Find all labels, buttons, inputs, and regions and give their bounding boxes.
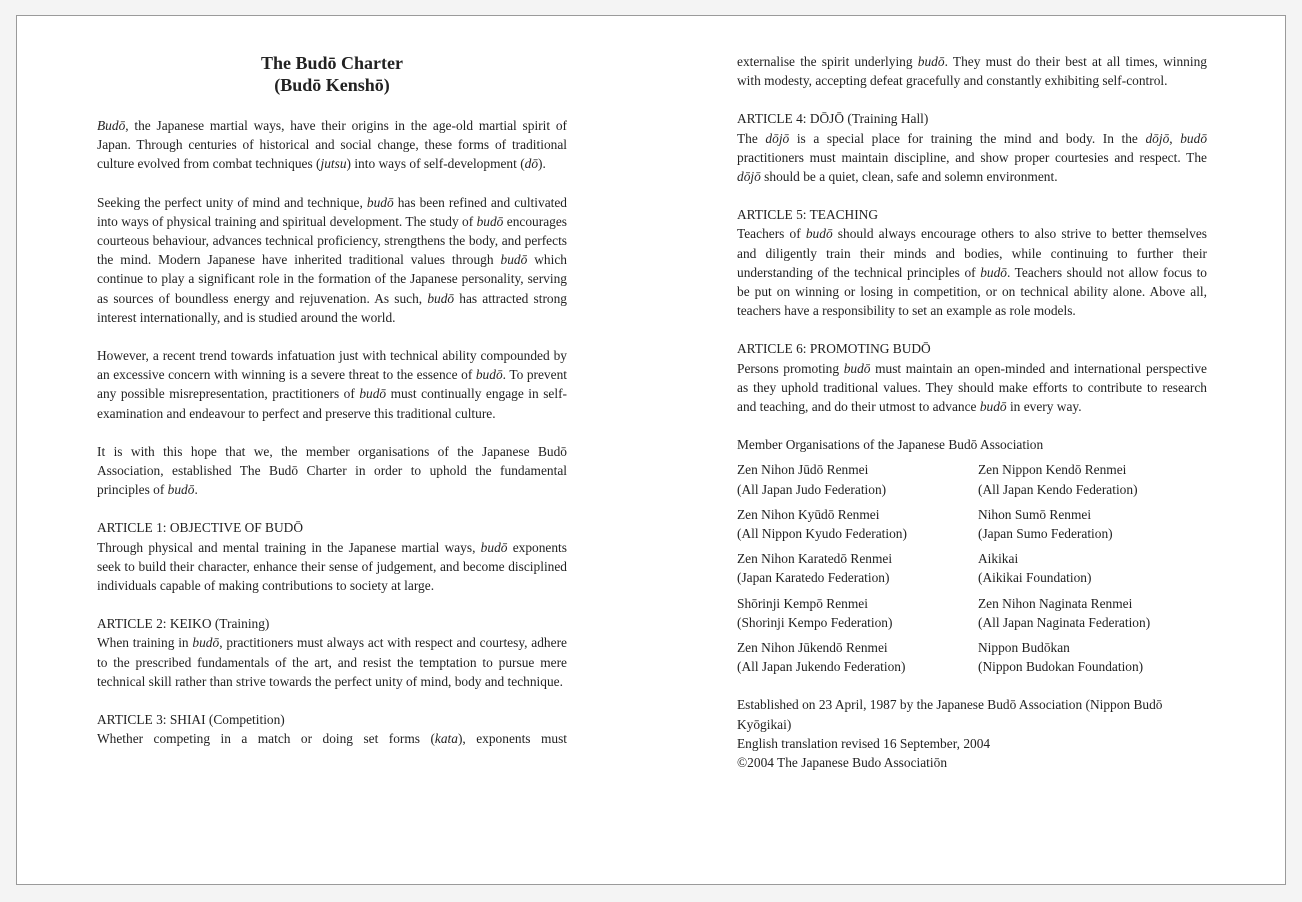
- established-note: Established on 23 April, 1987 by the Japanese Budō Association (Nippon Budō Kyōgikai): [737, 697, 1163, 732]
- member-organisation: [978, 505, 1207, 543]
- text-segment: ) into ways of self-development (: [346, 156, 525, 172]
- italic-term: budō: [476, 213, 504, 229]
- italic-term: dō: [524, 156, 539, 172]
- member-organisation: [737, 594, 978, 632]
- member-organisation: [737, 549, 978, 587]
- organisation-english-name: (Aikikai Foundation): [978, 570, 1092, 586]
- text-segment: Whether competing in a match or doing set forms (: [97, 731, 435, 747]
- organisation-english-name: (Japan Karatedo Federation): [737, 570, 890, 586]
- organisation-english-name: (Nippon Budokan Foundation): [978, 659, 1144, 675]
- article-6-heading: ARTICLE 6: PROMOTING BUDŌ: [737, 341, 931, 357]
- text-segment: When training in: [97, 635, 193, 651]
- article-4: [737, 109, 1207, 186]
- article-3-body-continued: [737, 52, 1207, 90]
- article-1-heading: ARTICLE 1: OBJECTIVE OF BUDŌ: [97, 520, 304, 536]
- text-segment: Seeking the perfect unity of mind and technique,: [97, 194, 367, 210]
- organisation-name: Zen Nihon Karatedō Renmei: [737, 551, 893, 567]
- members-title: Member Organisations of the Japanese Budō Association: [737, 437, 1044, 453]
- text-segment: must maintain an open-minded and international perspective as they uphold traditional values. They should make efforts to contribute to research and teaching, and do their utmost to advance: [737, 360, 1207, 415]
- italic-term: budō: [843, 360, 871, 376]
- article-4-body: [737, 129, 1207, 187]
- text-segment: exponents seek to build their character, enhance their sense of judgement, and become disciplined individuals capable of making contributions to society at large.: [97, 539, 567, 594]
- article-5-heading: ARTICLE 5: TEACHING: [737, 207, 879, 223]
- title-line-2: (Budō Kenshō): [274, 75, 390, 95]
- text-segment: It is with this hope that we, the member organisations of the Japanese Budō Association, established The Budō Charter in order to uphold the fundamental principles of: [97, 443, 567, 498]
- organisation-name: Aikikai: [978, 551, 1019, 567]
- intro-paragraph-3: [97, 346, 567, 423]
- italic-term: budō: [192, 635, 220, 651]
- text-segment: Through physical and mental training in the Japanese martial ways,: [97, 539, 481, 555]
- italic-term: dōjō: [737, 169, 761, 185]
- organisation-name: Zen Nihon Kyūdō Renmei: [737, 506, 880, 522]
- text-segment: ,: [1169, 130, 1181, 146]
- text-segment: Persons promoting: [737, 360, 844, 376]
- italic-term: budō: [500, 252, 528, 268]
- italic-term: dōjō: [765, 130, 790, 146]
- italic-term: budō: [1180, 130, 1208, 146]
- italic-term: dōjō: [1145, 130, 1170, 146]
- text-segment: . Teachers should not allow focus to be put on winning or losing in competition, or on technical ability alone. Above all, teachers have a responsibility to set an example as role models.: [737, 264, 1207, 319]
- text-segment: practitioners must maintain discipline, and show proper courtesies and respect. The: [737, 149, 1207, 165]
- italic-term: budō: [167, 482, 195, 498]
- italic-term: Budō: [97, 118, 126, 133]
- organisation-english-name: (All Nippon Kyudo Federation): [737, 526, 907, 542]
- italic-term: budō: [427, 290, 455, 306]
- text-segment: Teachers of: [737, 226, 806, 242]
- article-2: [97, 614, 567, 691]
- text-segment: externalise the spirit underlying: [737, 54, 918, 69]
- text-segment: The: [737, 130, 766, 146]
- establishment-notes: [737, 695, 1207, 772]
- italic-term: budō: [475, 367, 503, 383]
- article-5-body: [737, 224, 1207, 320]
- italic-term: jutsu: [320, 156, 347, 172]
- italic-term: budō: [359, 386, 387, 402]
- italic-term: budō: [366, 194, 394, 210]
- organisation-name: Zen Nihon Jūdō Renmei: [737, 462, 869, 478]
- member-organisation: [978, 594, 1207, 632]
- article-5: [737, 205, 1207, 320]
- text-segment: in every way.: [1006, 399, 1082, 415]
- revision-note: English translation revised 16 September, 2004: [737, 735, 991, 751]
- organisation-name: Zen Nippon Kendō Renmei: [978, 462, 1127, 478]
- organisation-english-name: (All Japan Kendo Federation): [978, 481, 1138, 497]
- member-organisation: [737, 505, 978, 543]
- italic-term: budō: [917, 54, 945, 69]
- italic-term: budō: [980, 264, 1007, 280]
- article-1: [97, 518, 567, 595]
- organisation-english-name: (All Japan Naginata Federation): [978, 614, 1151, 630]
- text-segment: However, a recent trend towards infatuation just with technical ability compounded by an excessive concern with winning is a severe threat to the essence of: [97, 348, 567, 383]
- organisation-name: Shōrinji Kempō Renmei: [737, 595, 868, 611]
- text-segment: should always encourage others to also strive to better themselves and diligently train their minds and bodies, while continuing to further their understanding of the technical principles of: [737, 226, 1207, 280]
- article-2-heading: ARTICLE 2: KEIKO (Training): [97, 616, 270, 632]
- italic-term: kata: [434, 731, 458, 747]
- organisation-english-name: (All Japan Jukendo Federation): [737, 659, 906, 675]
- text-segment: . To prevent any possible misrepresentation, practitioners of: [97, 367, 567, 402]
- article-2-body: [97, 633, 567, 691]
- article-3-heading: ARTICLE 3: SHIAI (Competition): [97, 712, 285, 728]
- text-segment: ), exponents must: [457, 731, 567, 747]
- text-segment: has attracted strong interest internationally, and is studied around the world.: [97, 290, 567, 325]
- text-segment: . They must do their best at all times, winning with modesty, accepting defeat gracefully and constantly exhibiting self-control.: [737, 54, 1207, 89]
- organisation-name: Zen Nihon Naginata Renmei: [978, 595, 1133, 611]
- organisation-name: Zen Nihon Jūkendō Renmei: [737, 640, 888, 656]
- left-column: [97, 52, 567, 748]
- article-6-body: [737, 359, 1207, 417]
- text-segment: is a special place for training the mind and body. In the: [789, 130, 1146, 146]
- intro-paragraph-4: [97, 442, 567, 500]
- italic-term: budō: [979, 399, 1007, 415]
- organisation-name: Nippon Budōkan: [978, 640, 1070, 656]
- text-segment: should be a quiet, clean, safe and solemn environment.: [760, 169, 1058, 185]
- article-3: [97, 710, 567, 748]
- text-segment: encourages courteous behaviour, advances technical proficiency, strengthens the body, and perfects the mind. Modern Japanese have inherited traditional values through: [97, 213, 567, 268]
- member-organisation: [978, 460, 1207, 498]
- member-organisations-grid: [737, 460, 1207, 676]
- text-segment: which continue to play a significant role in the formation of the Japanese personality, serving as sources of boundless energy and rejuvenation. As such,: [97, 252, 567, 306]
- organisation-english-name: (Japan Sumo Federation): [978, 526, 1113, 542]
- text-segment: ).: [538, 156, 546, 172]
- organisation-english-name: (All Japan Judo Federation): [737, 481, 887, 497]
- text-segment: .: [194, 482, 198, 498]
- title-line-1: The Budō Charter: [260, 53, 403, 73]
- article-1-body: [97, 538, 567, 596]
- document-page: [16, 15, 1286, 885]
- member-organisation: [978, 638, 1207, 676]
- member-organisation: [737, 460, 978, 498]
- intro-paragraph-1: [97, 116, 567, 174]
- intro-paragraph-2: [97, 193, 567, 327]
- member-organisation: [978, 549, 1207, 587]
- document-title: [97, 52, 567, 96]
- text-segment: , the Japanese martial ways, have their origins in the age-old martial spirit of Japan. Through centuries of historical and social change, these forms of traditional culture evolved from combat techniques (: [97, 118, 567, 172]
- right-column: [737, 52, 1207, 772]
- article-3-body-start: [97, 729, 567, 748]
- italic-term: budō: [805, 226, 833, 242]
- text-segment: has been refined and cultivated into ways of physical training and spiritual development. The study of: [97, 194, 567, 229]
- article-6: [737, 339, 1207, 416]
- italic-term: budō: [480, 539, 508, 555]
- organisation-english-name: (Shorinji Kempo Federation): [737, 614, 893, 630]
- text-segment: must continually engage in self-examination and endeavour to perfect and preserve this traditional culture.: [97, 386, 567, 421]
- article-4-heading: ARTICLE 4: DŌJŌ (Training Hall): [737, 111, 929, 127]
- organisation-name: Nihon Sumō Renmei: [978, 506, 1092, 522]
- text-segment: , practitioners must always act with respect and courtesy, adhere to the prescribed fundamentals of the art, and resist the temptation to pursue mere technical skill rather than strive towards the perfect unity of mind, body and technique.: [97, 635, 567, 689]
- copyright-note: ©2004 The Japanese Budo Associatiōn: [737, 755, 948, 771]
- member-organisation: [737, 638, 978, 676]
